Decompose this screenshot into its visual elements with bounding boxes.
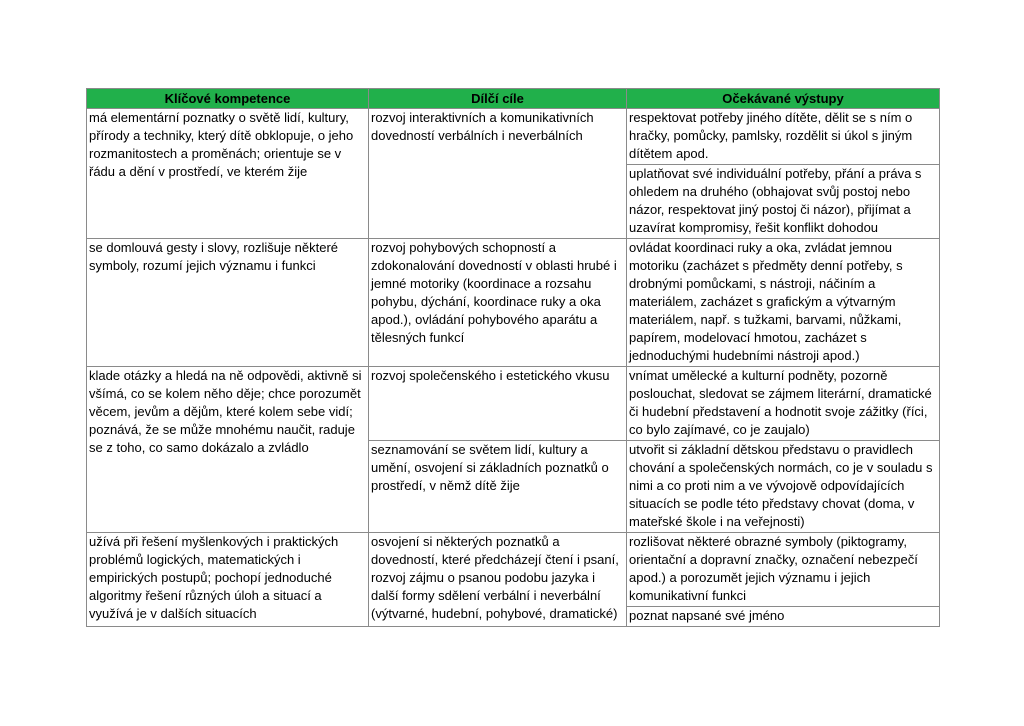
goal-cell: osvojení si některých poznatků a dovedností, které předcházejí čtení i psaní, rozvoj zájmu o psanou podobu jazyka i další formy sdělení verbální i neverbální (výtvarné, hudební, pohybové, dramatické) (369, 533, 627, 627)
output-cell: utvořit si základní dětskou představu o pravidlech chování a společenských normách, co je v souladu s nimi a co proti nim a ve vývojově odpovídajících situacích se podle této představy chovat (doma, v mateřské škole i na veřejnosti) (627, 441, 940, 533)
goal-cell: seznamování se světem lidí, kultury a umění, osvojení si základních poznatků o prostředí, v němž dítě žije (369, 441, 627, 533)
output-cell: uplatňovat své individuální potřeby, přání a práva s ohledem na druhého (obhajovat svůj postoj nebo názor, respektovat jiný postoj či názor), přijímat a uzavírat kompromisy, řešit konflikt dohodou (627, 165, 940, 239)
goal-cell: rozvoj pohybových schopností a zdokonalování dovedností v oblasti hrubé i jemné motoriky (koordinace a rozsahu pohybu, dýchání, koordinace ruky a oka apod.), ovládání pohybového aparátu a tělesných funkcí (369, 239, 627, 367)
competence-cell: klade otázky a hledá na ně odpovědi, aktivně si všímá, co se kolem něho děje; chce porozumět věcem, jevům a dějům, které kolem sebe vidí; poznává, že se může mnohému naučit, raduje se z toho, co samo dokázalo a zvládlo (87, 367, 369, 533)
header-competences: Klíčové kompetence (87, 89, 369, 109)
goal-cell: rozvoj společenského i estetického vkusu (369, 367, 627, 441)
competence-cell: užívá při řešení myšlenkových i praktických problémů logických, matematických i empirických postupů; pochopí jednoduché algoritmy řešení různých úloh a situací a využívá je v dalších situacích (87, 533, 369, 627)
output-cell: vnímat umělecké a kulturní podněty, pozorně poslouchat, sledovat se zájmem literární, dramatické či hudební představení a hodnotit svoje zážitky (říci, co bylo zajímavé, co je zaujalo) (627, 367, 940, 441)
output-cell: ovládat koordinaci ruky a oka, zvládat jemnou motoriku (zacházet s předměty denní potřeby, s drobnými pomůckami, s nástroji, náčiním a materiálem, zacházet s grafickým a výtvarným materiálem, např. s tužkami, barvami, nůžkami, papírem, modelovací hmotou, zacházet s jednoduchými hudebními nástroji apod.) (627, 239, 940, 367)
table-row (87, 239, 940, 367)
goal-cell: rozvoj interaktivních a komunikativních dovedností verbálních i neverbálních (369, 109, 627, 239)
header-row (87, 89, 940, 109)
header-goals: Dílčí cíle (369, 89, 627, 109)
table-row (87, 109, 940, 165)
competence-cell: má elementární poznatky o světě lidí, kultury, přírody a techniky, který dítě obklopuje, o jeho rozmanitostech a proměnách; orientuje se v řádu a dění v prostředí, ve kterém žije (87, 109, 369, 239)
header-outputs: Očekávané výstupy (627, 89, 940, 109)
table-row (87, 533, 940, 607)
output-cell: respektovat potřeby jiného dítěte, dělit se s ním o hračky, pomůcky, pamlsky, rozdělit si úkol s jiným dítětem apod. (627, 109, 940, 165)
competence-cell: se domlouvá gesty i slovy, rozlišuje některé symboly, rozumí jejich významu i funkci (87, 239, 369, 367)
competence-table (86, 88, 940, 627)
table-row (87, 367, 940, 441)
output-cell: poznat napsané své jméno (627, 607, 940, 627)
output-cell: rozlišovat některé obrazné symboly (piktogramy, orientační a dopravní značky, označení nebezpečí apod.) a porozumět jejich významu i jejich komunikativní funkci (627, 533, 940, 607)
